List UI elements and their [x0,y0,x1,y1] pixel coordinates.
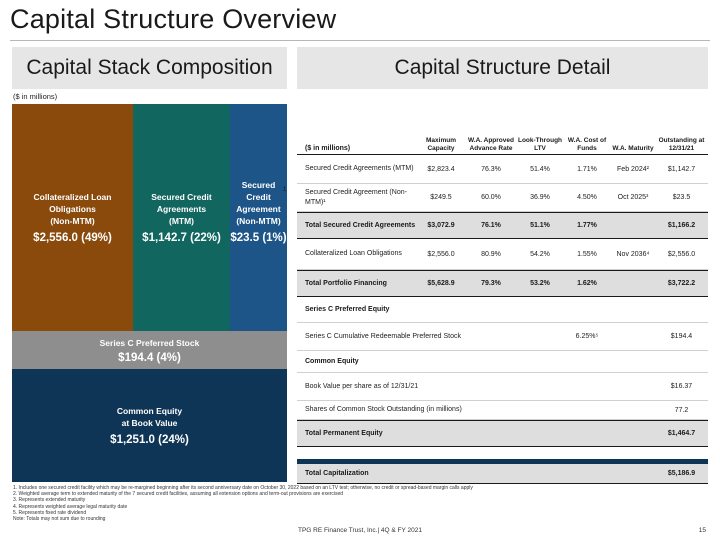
cell: 80.9% [481,250,501,258]
header-max-capacity: Maximum Capacity [426,137,456,152]
table-row-subtotal [297,420,708,447]
cell: 4.50% [577,194,597,201]
row-label: Secured Credit Agreements (MTM) [305,165,414,172]
total-value: $5,186.9 [667,470,696,477]
cell [611,213,655,238]
cell: $1,464.7 [667,430,696,437]
stack-block-mtm [133,104,230,331]
cell: Nov 2036⁴ [616,250,650,258]
cell: $2,556.0 [667,250,696,258]
row-label: Secured Credit Agreement (Non-MTM)¹ [305,188,407,206]
header-advance-rate: W.A. Approved Advance Rate [468,137,514,152]
table-row [297,184,708,212]
cell: 54.2% [530,250,550,258]
nonmtm-value: $23.5 (1%) [230,232,287,244]
cell: $1,166.2 [667,222,696,229]
footnote: 5. Represents fixed rate dividend [13,509,87,516]
footer-text: TPG RE Finance Trust, Inc.| 4Q & FY 2021 [297,527,423,534]
mtm-value: $1,142.7 (22%) [142,232,221,244]
cell: 1.62% [577,280,597,287]
title-divider [10,40,710,41]
units-label: ($ in millions) [13,92,58,101]
cell: 51.4% [530,165,550,173]
table-row [297,155,708,184]
stack-block-non-mtm [230,104,287,331]
cell: 53.2% [530,280,550,287]
footnote: Note: Totals may not sum due to rounding [13,516,106,523]
preferred-label: Series C Preferred Stock [99,337,200,348]
capital-structure-table [297,103,708,483]
table-header [297,103,708,155]
nonmtm-label-2: Credit [246,192,271,202]
cell: $2,556.0 [427,250,455,258]
table-row-subtotal [297,270,708,297]
cell: 77.2 [674,406,689,414]
cell: $3,722.2 [667,280,696,287]
cell: 76.3% [481,165,501,173]
capital-detail-heading: Capital Structure Detail [297,47,708,89]
cell: 79.3% [481,280,501,287]
cell: Oct 2025³ [617,194,649,201]
header-cost-of-funds: W.A. Cost of Funds [567,137,607,152]
cell: $5,628.9 [427,280,455,287]
cell: 51.1% [530,222,550,229]
row-label: Total Permanent Equity [305,429,383,437]
preferred-value: $194.4 (4%) [118,351,181,364]
header-outstanding: Outstanding at 12/31/21 [658,137,705,152]
footnote: 4. Represents weighted average legal maturity date [13,503,128,510]
row-label: Series C Cumulative Redeemable Preferred Stock [305,332,462,340]
cell: $16.37 [670,383,693,390]
mtm-label-1: Secured Credit [151,192,212,202]
table-row [297,323,708,351]
row-label: Book Value per share as of 12/31/21 [305,382,419,390]
table-section-row [297,297,708,323]
cell: 6.25%⁵ [575,333,599,340]
nonmtm-label-3: Agreement [236,204,281,214]
page-number: 15 [698,527,706,534]
nonmtm-label-4: (Non-MTM) [236,216,281,226]
clo-label-1: Collateralized Loan [33,192,112,202]
cell: $194.4 [670,333,693,340]
clo-label-3: (Non-MTM) [50,216,95,226]
table-row-subtotal [297,212,708,239]
stack-block-preferred [12,331,287,369]
capital-stack-heading: Capital Stack Composition [12,47,287,89]
cell: $249.5 [430,194,452,201]
row-label: Total Portfolio Financing [305,279,387,287]
row-label: Collateralized Loan Obligations [305,250,402,257]
stack-block-common-equity [12,369,287,482]
header-ltv: Look-Through LTV [517,137,563,152]
common-label-2: at Book Value [121,418,178,428]
table-section-row [297,351,708,373]
table-row [297,373,708,401]
footnotes [13,485,473,522]
cell [611,271,655,296]
common-value: $1,251.0 (24%) [110,434,189,446]
footnote: 3. Represents extended maturity [13,497,86,504]
cell: $2,823.4 [427,165,455,173]
cell: 60.0% [481,194,501,201]
header-maturity: W.A. Maturity [612,145,654,152]
table-row-total [297,464,708,484]
cell: $3,072.9 [427,222,455,229]
table-row [297,401,708,420]
cell: 36.9% [530,194,550,201]
row-label: Total Secured Credit Agreements [305,221,416,229]
stack-block-clo [12,104,133,331]
cell: 1.71% [577,165,597,173]
cell: 1.77% [577,222,597,229]
row-label: Shares of Common Stock Outstanding (in millions) [305,406,462,413]
cell: $23.5 [672,194,691,201]
cell: 76.1% [481,222,501,229]
cell: 1.55% [577,250,597,258]
section-label: Series C Preferred Equity [305,305,390,313]
table-row [297,239,708,270]
mtm-label-3: (MTM) [168,216,194,226]
mtm-label-2: Agreements [156,204,207,214]
total-label: Total Capitalization [305,469,369,477]
cell: Feb 2024² [617,165,649,173]
footnote: 2. Weighted average term to extended maturity of the 7 secured credit facilities, assuming all extension options and term-out provisions are exercised [13,491,344,498]
footnote: 1. Includes one secured credit facility which may be re-margined beginning after its second anniversary date on October 30, 2022 based on an LTV test; otherwise, no credit or spread-based margin calls apply [13,485,473,491]
nonmtm-label-1: Secured [241,180,276,190]
page-title: Capital Structure Overview [10,4,337,34]
cell: $1,142.7 [667,165,696,173]
clo-value: $2,556.0 (49%) [33,232,112,244]
common-label-1: Common Equity [116,406,183,416]
nonmtm-footnote-marker: 1 [283,187,287,193]
header-label: ($ in millions) [305,145,351,152]
section-label: Common Equity [305,357,359,365]
clo-label-2: Obligations [49,204,96,214]
